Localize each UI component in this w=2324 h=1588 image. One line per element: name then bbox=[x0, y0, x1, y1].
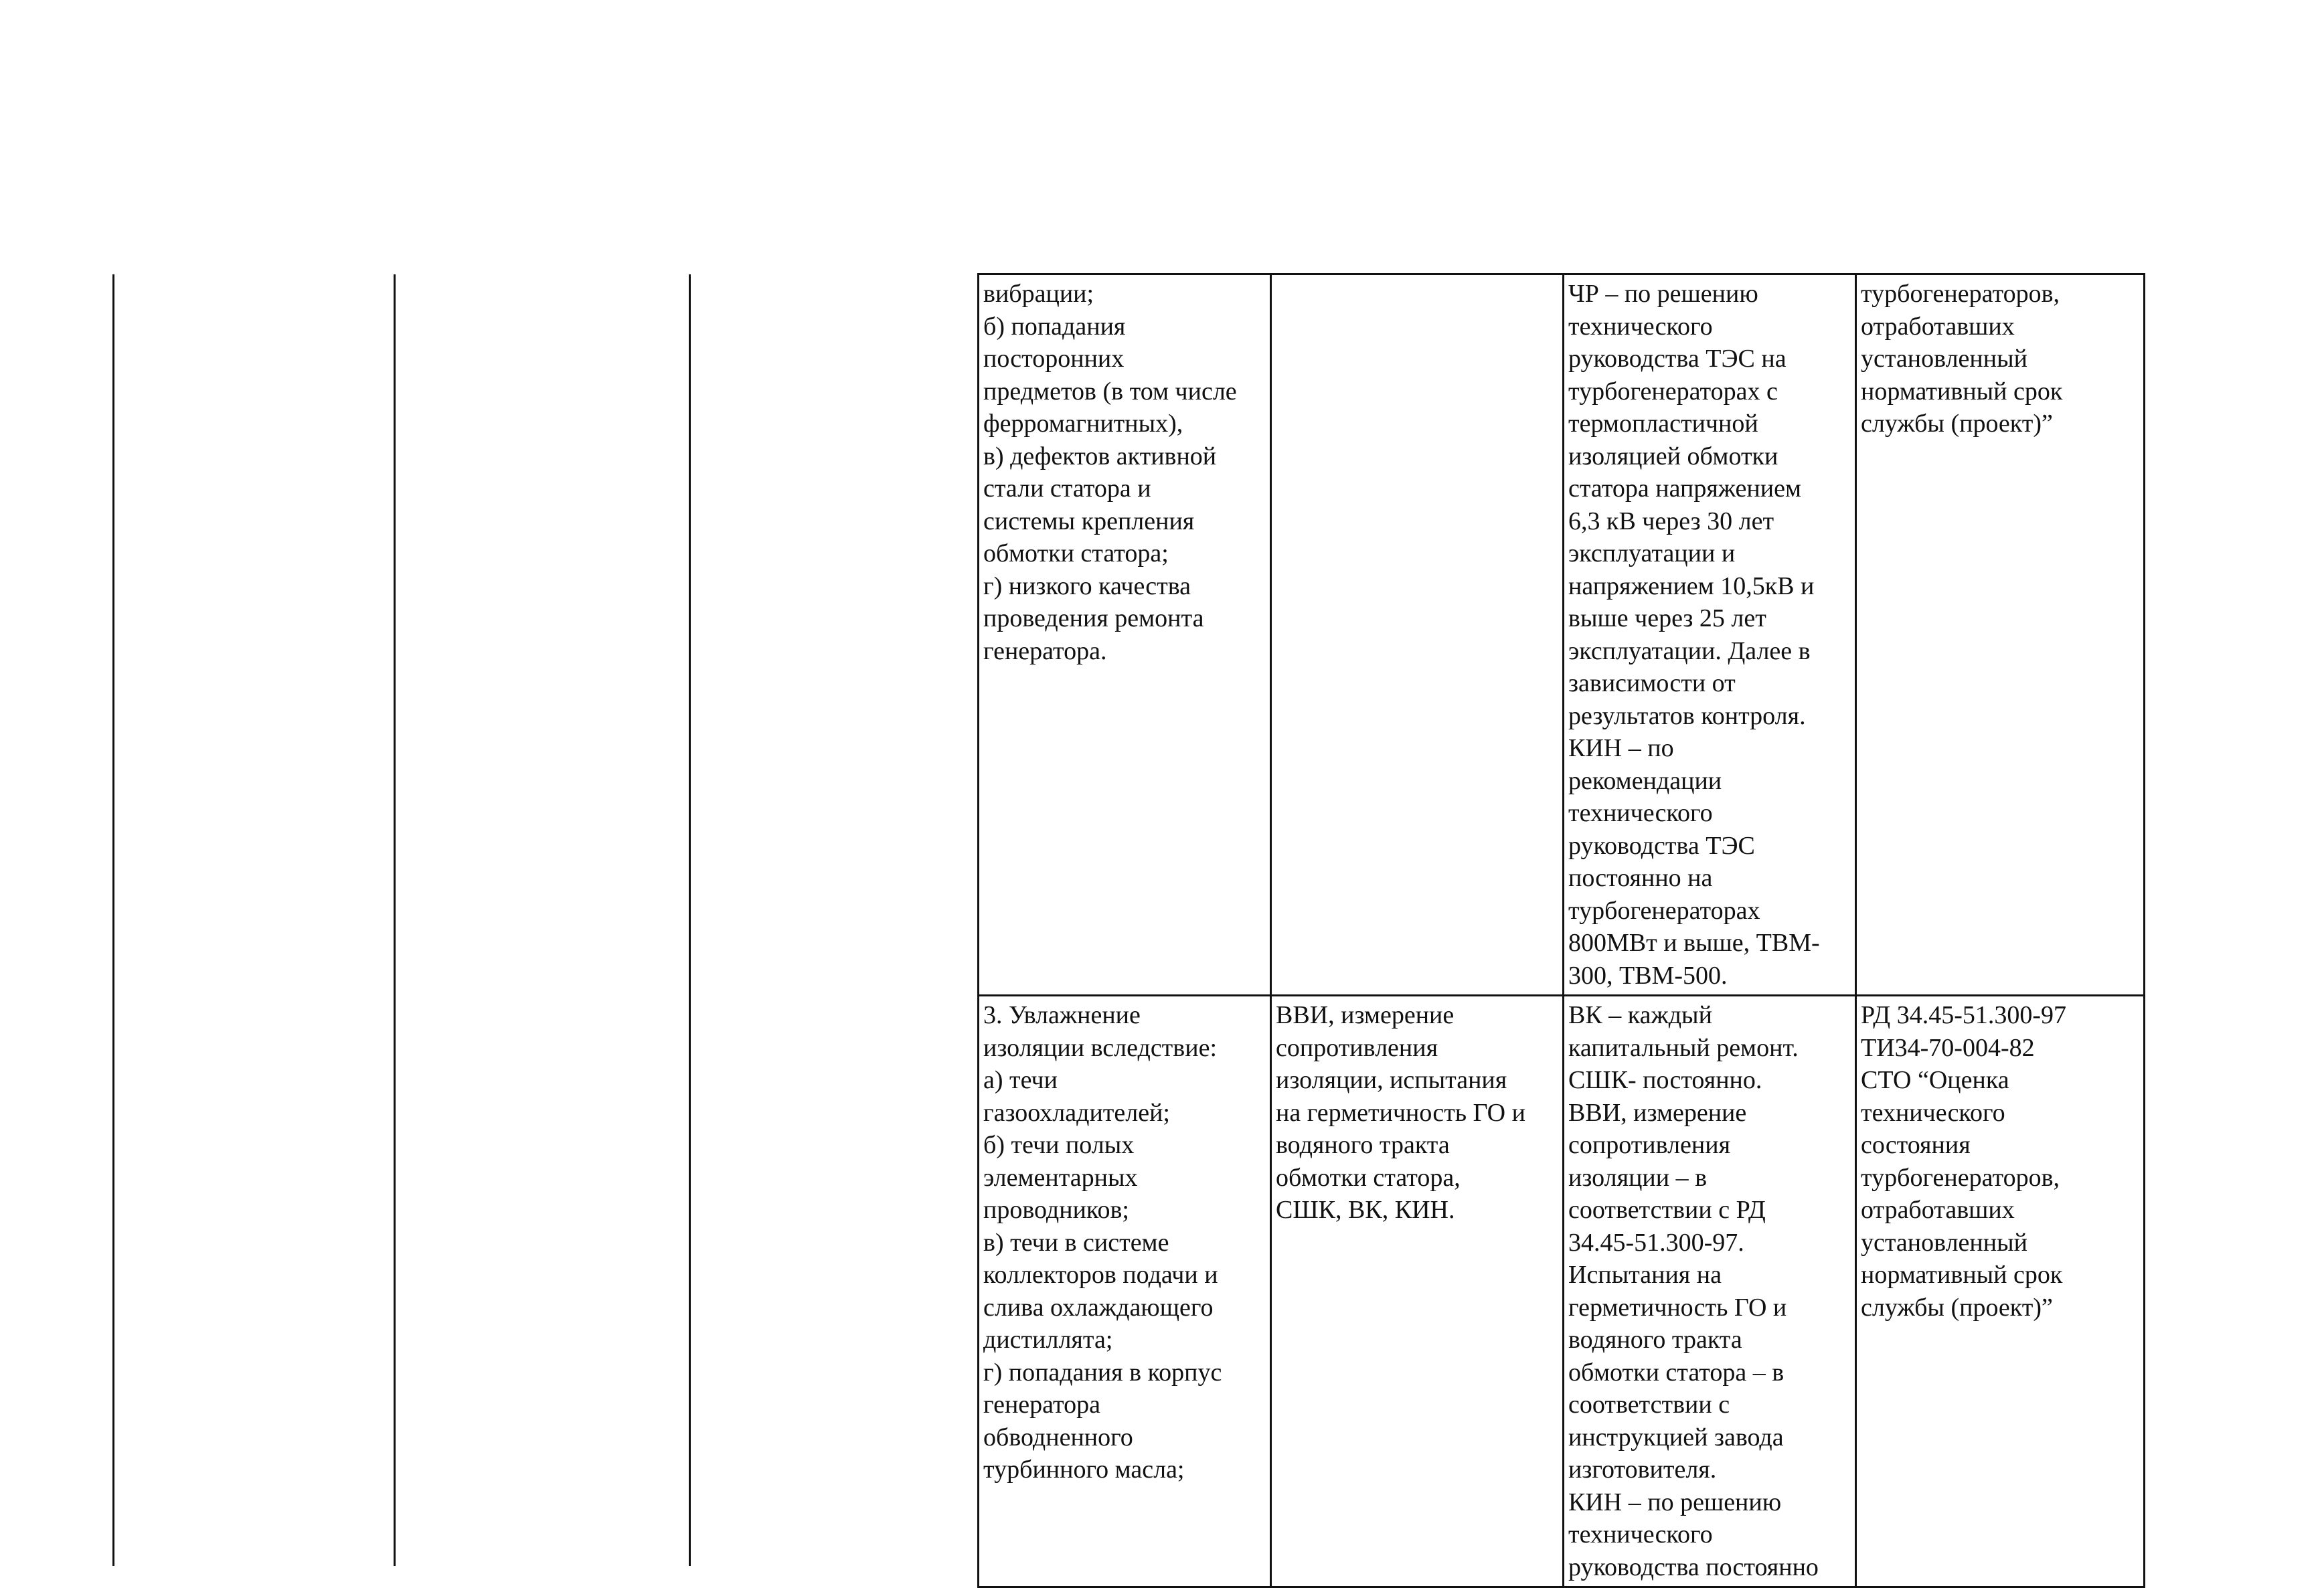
column-rule-1 bbox=[112, 274, 114, 1566]
table-row bbox=[979, 274, 2145, 996]
table-row bbox=[979, 996, 2145, 1587]
document-table bbox=[977, 273, 2145, 1588]
table-cell-periodicity: ВК – каждый капитальный ремонт. СШК- постоянно. ВВИ, измерение сопротивления изоляции – в соответствии с РД 34.45-51.300-97. Испытания на герметичность ГО и водяного тракта обмотки статора – в соответствии с инструкцией завода изготовителя. КИН – по решению технического руководства постоянно bbox=[1564, 996, 1856, 1587]
column-rule-3 bbox=[689, 274, 691, 1566]
column-rule-2 bbox=[394, 274, 396, 1566]
table-cell-reference: турбогенераторов, отработавших установленный нормативный срок службы (проект)” bbox=[1856, 274, 2145, 996]
table-cell-method bbox=[1271, 274, 1564, 996]
table-cell-reference: РД 34.45-51.300-97 ТИ34-70-004-82 СТО “Оценка технического состояния турбогенераторов, отработавших установленный нормативный срок службы (проект)” bbox=[1856, 996, 2145, 1587]
table-cell-defect: 3. Увлажнение изоляции вследствие: а) течи газоохладителей; б) течи полых элементарных проводников; в) течи в системе коллекторов подачи и слива охлаждающего дистиллята; г) попадания в корпус генератора обводненного турбинного масла; bbox=[979, 996, 1271, 1587]
table-cell-method: ВВИ, измерение сопротивления изоляции, испытания на герметичность ГО и водяного тракта обмотки статора, СШК, ВК, КИН. bbox=[1271, 996, 1564, 1587]
table-cell-periodicity: ЧР – по решению технического руководства ТЭС на турбогенераторах с термопластичной изоляцией обмотки статора напряжением 6,3 кВ через 30 лет эксплуатации и напряжением 10,5кВ и выше через 25 лет эксплуатации. Далее в зависимости от результатов контроля. КИН – по рекомендации технического руководства ТЭС постоянно на турбогенераторах 800МВт и выше, ТВМ- 300, ТВМ-500. bbox=[1564, 274, 1856, 996]
table-cell-defect: вибрации; б) попадания посторонних предметов (в том числе ферромагнитных), в) дефектов активной стали статора и системы крепления обмотки статора; г) низкого качества проведения ремонта генератора. bbox=[979, 274, 1271, 996]
